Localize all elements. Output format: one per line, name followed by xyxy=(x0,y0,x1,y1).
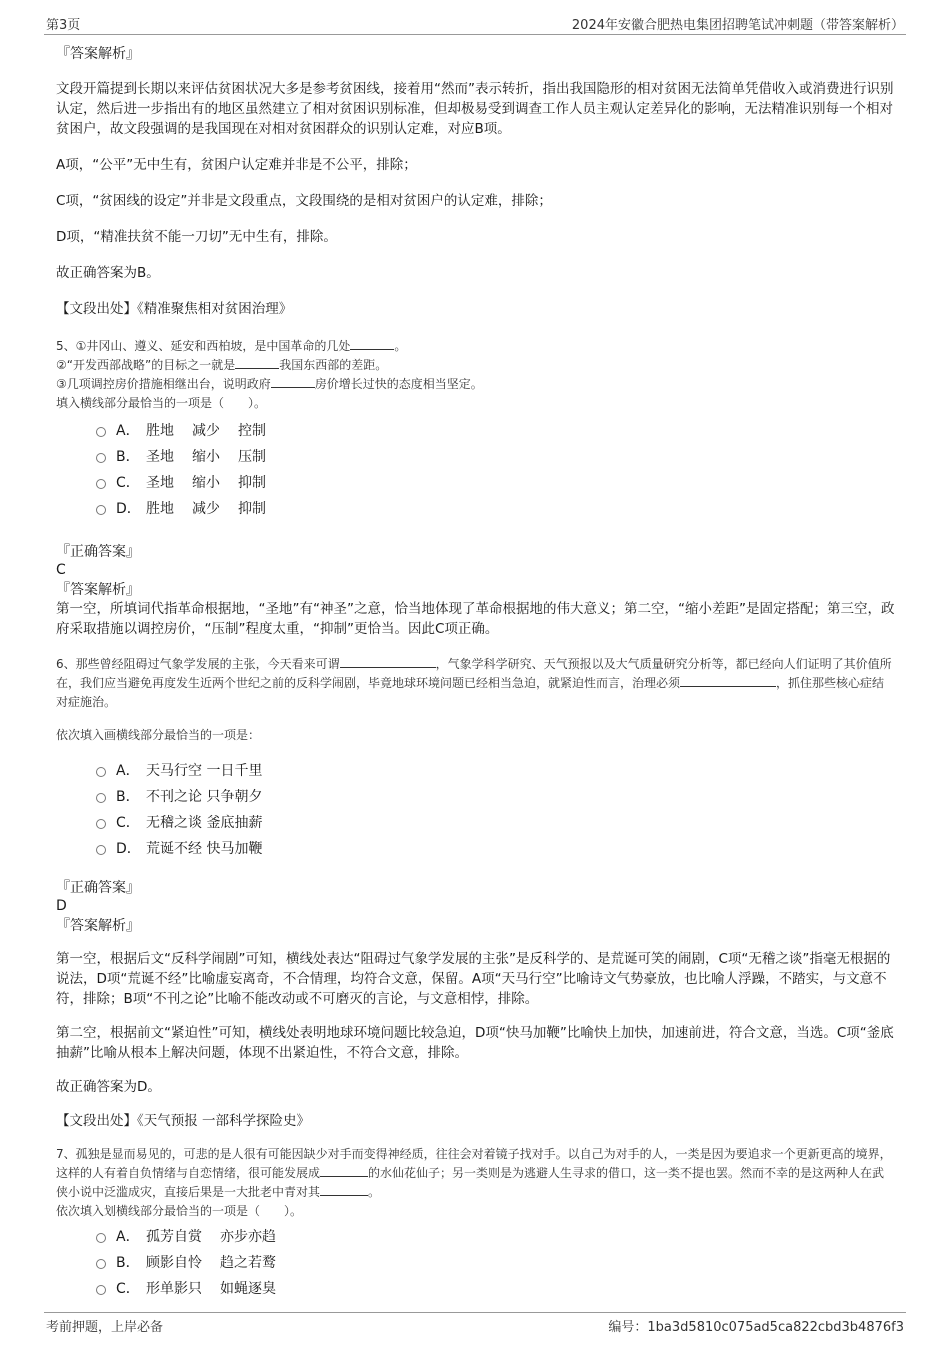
q5-line-1: 5、①井冈山、遵义、延安和西柏坡，是中国革命的几处 。 xyxy=(56,339,407,353)
q4-source: 【文段出处】《精准聚焦相对贫困治理》 xyxy=(56,301,293,317)
q4-option-c-note: C项，“贫困线的设定”并非是文段重点，文段围绕的是相对贫困户的认定难，排除； xyxy=(56,193,552,209)
q5-option-d[interactable]: D． 胜地 减少 抑制 xyxy=(96,495,896,521)
q7-prompt: 依次填入划横线部分最恰当的一项是（ ）。 xyxy=(56,1204,303,1218)
radio-icon[interactable] xyxy=(96,1233,106,1243)
q7-stem: 7、孤独是显而易见的，可悲的是人很有可能因缺少对手而变得神经质，往往会对着镜子找对手。以自己为对手的人，一类是因为要追求一个更新更高的境界，这样的人有着自负情绪与自恋情绪，很可能发展成 的水仙花仙子；另一类则是为逃避人生寻求的借口，这一类不提也罢。然而不幸的是这两种人在武侠小说中泛滥成灾，直接后果是一大批老中青对其 。 xyxy=(56,1147,892,1199)
q5-prompt: 填入横线部分最恰当的一项是（ ）。 xyxy=(56,396,267,410)
q6-analysis-para-1: 第一空，根据后文“反科学闹剧”可知，横线处表达“阻碍过气象学发展的主张”是反科学的、是荒诞可笑的闹剧，C项“无稽之谈”指毫无根据的说法，D项“荒诞不经”比喻虚妄离奇，不合情理，均符合文意，保留。A项“天马行空”比喻诗文气势豪放，也比喻人浮躁，不踏实，与文意不符，排除；B项“不刊之论”比喻不能改动或不可磨灭的言论，与文意相悖，排除。 xyxy=(56,951,891,1007)
q6-options xyxy=(56,757,896,861)
q6-option-d[interactable]: D． 荒诞不经 快马加鞭 xyxy=(96,835,896,861)
document-body xyxy=(56,44,896,1301)
page-header xyxy=(44,14,906,35)
q5-options xyxy=(56,417,896,521)
q6-answer-label: 『正确答案』 xyxy=(56,880,140,896)
q6-option-b[interactable]: B． 不刊之论 只争朝夕 xyxy=(96,783,896,809)
radio-icon[interactable] xyxy=(96,767,106,777)
radio-icon[interactable] xyxy=(96,793,106,803)
document-code: 编号：1ba3d5810c075ad5ca822cbd3b4876f3 xyxy=(608,1320,904,1335)
q4-option-d-note: D项，“精准扶贫不能一刀切”无中生有，排除。 xyxy=(56,229,337,245)
radio-icon[interactable] xyxy=(96,819,106,829)
q6-option-c[interactable]: C． 无稽之谈 釜底抽薪 xyxy=(96,809,896,835)
q6-option-a[interactable]: A． 天马行空 一日千里 xyxy=(96,757,896,783)
q5-analysis-label: 『答案解析』 xyxy=(56,582,140,598)
q5-answer: C xyxy=(56,562,66,578)
q6-stem: 6、那些曾经阻碍过气象学发展的主张，今天看来可谓 ，气象学科学研究、天气预报以及大气质量研究分析等，都已经向人们证明了其价值所在，我们应当避免再度发生近两个世纪之前的反科学闹剧，毕竟地球环境问题已经相当急迫，就紧迫性而言，治理必须 ，抓住那些核心症结对症施治。 xyxy=(56,657,892,709)
radio-icon[interactable] xyxy=(96,427,106,437)
q4-conclusion: 故正确答案为B。 xyxy=(56,265,160,281)
q6-conclusion: 故正确答案为D。 xyxy=(56,1079,161,1095)
q7-option-c[interactable]: C． 形单影只 如蝇逐臭 xyxy=(96,1275,896,1301)
q4-option-a-note: A项，“公平”无中生有，贫困户认定难并非是不公平，排除； xyxy=(56,157,417,173)
q6-answer: D xyxy=(56,898,67,914)
q4-analysis-para: 文段开篇提到长期以来评估贫困状况大多是参考贫困线，接着用“然而”表示转折，指出我国隐形的相对贫困无法简单凭借收入或消费进行识别认定，然后进一步指出有的地区虽然建立了相对贫困识别标准，但却极易受到调查工作人员主观认定差异化的影响，无法精准识别每一个相对贫困户，故文段强调的是我国现在对相对贫困群众的识别认定难，对应B项。 xyxy=(56,81,894,137)
q6-analysis-label: 『答案解析』 xyxy=(56,918,140,934)
page-number: 第3页 xyxy=(46,18,81,33)
radio-icon[interactable] xyxy=(96,845,106,855)
q5-option-a[interactable]: A． 胜地 减少 控制 xyxy=(96,417,896,443)
radio-icon[interactable] xyxy=(96,505,106,515)
radio-icon[interactable] xyxy=(96,1285,106,1295)
q5-line-3: ③几项调控房价措施相继出台，说明政府 房价增长过快的态度相当坚定。 xyxy=(56,377,483,391)
q5-analysis: 第一空，所填词代指革命根据地，“圣地”有“神圣”之意，恰当地体现了革命根据地的伟大意义；第二空，“缩小差距”是固定搭配；第三空，政府采取措施以调控房价，“压制”程度太重，“抑制”更恰当。因此C项正确。 xyxy=(56,601,895,637)
q5-option-c[interactable]: C． 圣地 缩小 抑制 xyxy=(96,469,896,495)
footer-slogan: 考前押题，上岸必备 xyxy=(46,1320,164,1335)
q7-option-b[interactable]: B． 顾影自怜 趋之若鹜 xyxy=(96,1249,896,1275)
q4-analysis-label: 『答案解析』 xyxy=(56,46,140,62)
question-7 xyxy=(56,1145,896,1301)
radio-icon[interactable] xyxy=(96,1259,106,1269)
q7-option-a[interactable]: A． 孤芳自赏 亦步亦趋 xyxy=(96,1223,896,1249)
page-footer xyxy=(44,1312,906,1335)
q5-line-2: ②“开发西部战略”的目标之一就是 我国东西部的差距。 xyxy=(56,358,388,372)
document-title: 2024年安徽合肥热电集团招聘笔试冲刺题（带答案解析） xyxy=(571,18,904,33)
question-6 xyxy=(56,655,896,1131)
q5-option-b[interactable]: B． 圣地 缩小 压制 xyxy=(96,443,896,469)
question-5 xyxy=(56,337,896,639)
q5-answer-label: 『正确答案』 xyxy=(56,544,140,560)
q7-options xyxy=(56,1223,896,1301)
radio-icon[interactable] xyxy=(96,479,106,489)
q6-source: 【文段出处】《天气预报 一部科学探险史》 xyxy=(56,1113,311,1129)
radio-icon[interactable] xyxy=(96,453,106,463)
q6-prompt: 依次填入画横线部分最恰当的一项是： xyxy=(56,728,261,742)
q6-analysis-para-2: 第二空，根据前文“紧迫性”可知，横线处表明地球环境问题比较急迫，D项“快马加鞭”比喻快上加快，加速前进，符合文意，当选。C项“釜底抽薪”比喻从根本上解决问题，体现不出紧迫性，不符合文意，排除。 xyxy=(56,1025,894,1061)
